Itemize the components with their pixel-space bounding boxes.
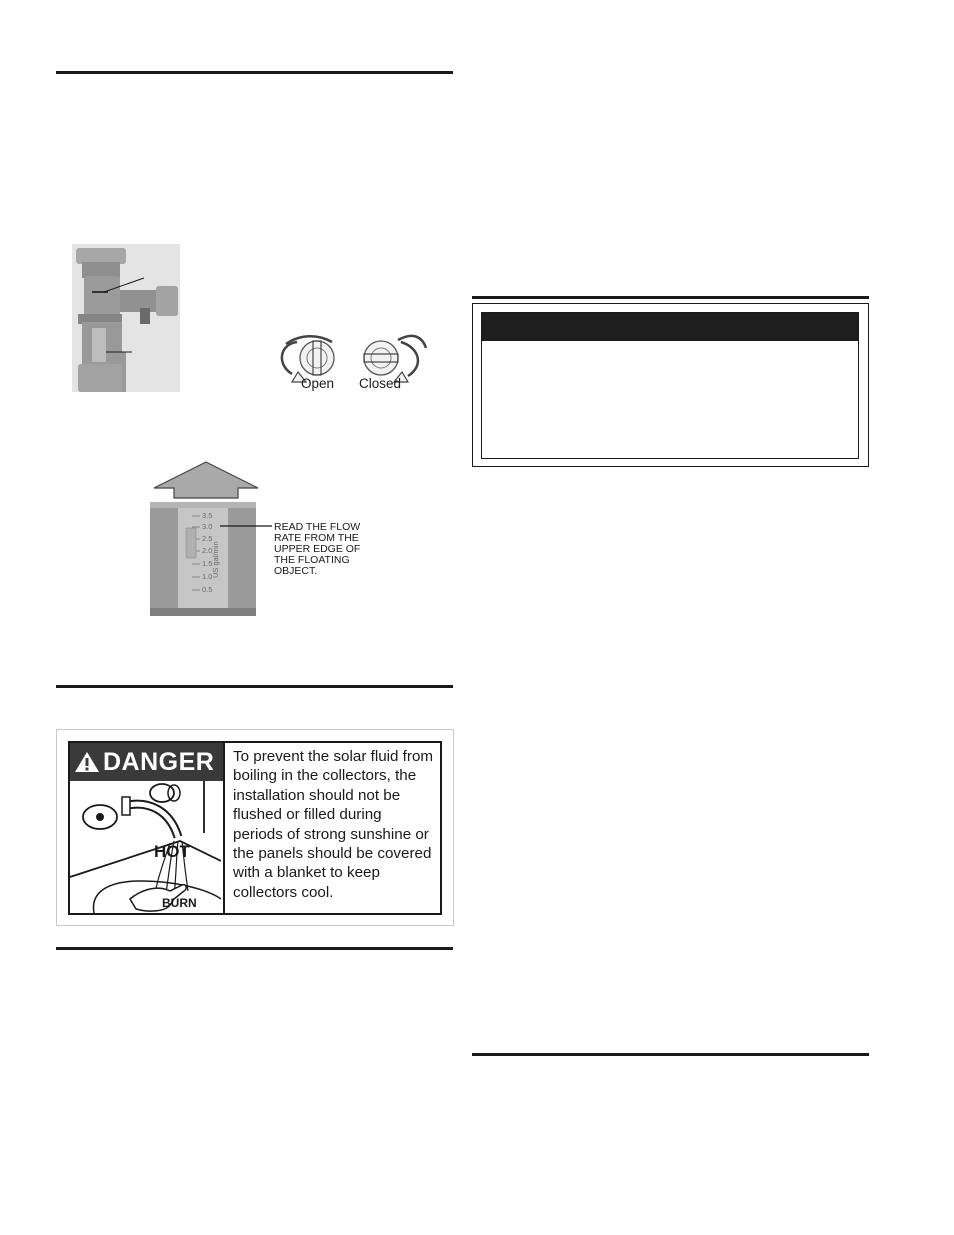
scale-tick-label: 0.5 [202,585,213,594]
section-rule-bottom-left [56,947,453,950]
scale-tick-label: 3.5 [202,511,213,520]
flow-meter-valve-figure [56,236,456,396]
burn-text: BURN [162,896,197,910]
svg-text:THE FLOATING: THE FLOATING [274,554,350,566]
warning-box-inner [481,312,859,459]
scale-tick-label: 1.0 [202,572,213,581]
danger-header [70,743,223,781]
warning-box [472,303,869,467]
svg-text:OBJECT.: OBJECT. [274,565,318,577]
scale-tick-label: 3.0 [202,522,213,531]
section-rule-right-bottom [472,1053,869,1056]
warning-header-bar [482,313,858,341]
section-rule-right-top [472,296,869,299]
danger-label [56,729,454,926]
danger-signal-word: DANGER [103,747,215,776]
open-label: Open [301,376,335,391]
hot-text: HOT [154,842,190,861]
warning-triangle-icon [74,751,100,773]
svg-text:RATE FROM THE: RATE FROM THE [274,532,359,544]
scale-tick-label: 2.5 [202,534,213,543]
floating-object [186,528,196,558]
scale-unit-label: US gal/min [211,541,220,578]
svg-text:UPPER EDGE OF: UPPER EDGE OF [274,543,361,555]
scale-tick-label: 1.5 [202,559,213,568]
danger-pictogram-panel [70,743,225,913]
flow-reading-callout-text [274,521,360,577]
closed-label: Closed [359,376,402,391]
scale-tick-label: 2.0 [202,546,213,555]
danger-message: To prevent the solar fluid from boiling in the collectors, the installation should not be flushed or filled during periods of strong sunshine or the panels should be covered with a blanket to keep collectors cool. [233,748,434,901]
faucet-icon [83,784,180,837]
danger-label-frame [68,741,442,915]
flow-direction-arrow-icon [154,462,258,498]
section-rule-top-left [56,71,453,74]
section-rule-mid-left [56,685,453,688]
hot-water-burn-illustration [70,781,221,913]
svg-text:READ THE FLOW: READ THE FLOW [274,521,361,533]
flow-rate-sight-glass-figure [148,460,378,620]
